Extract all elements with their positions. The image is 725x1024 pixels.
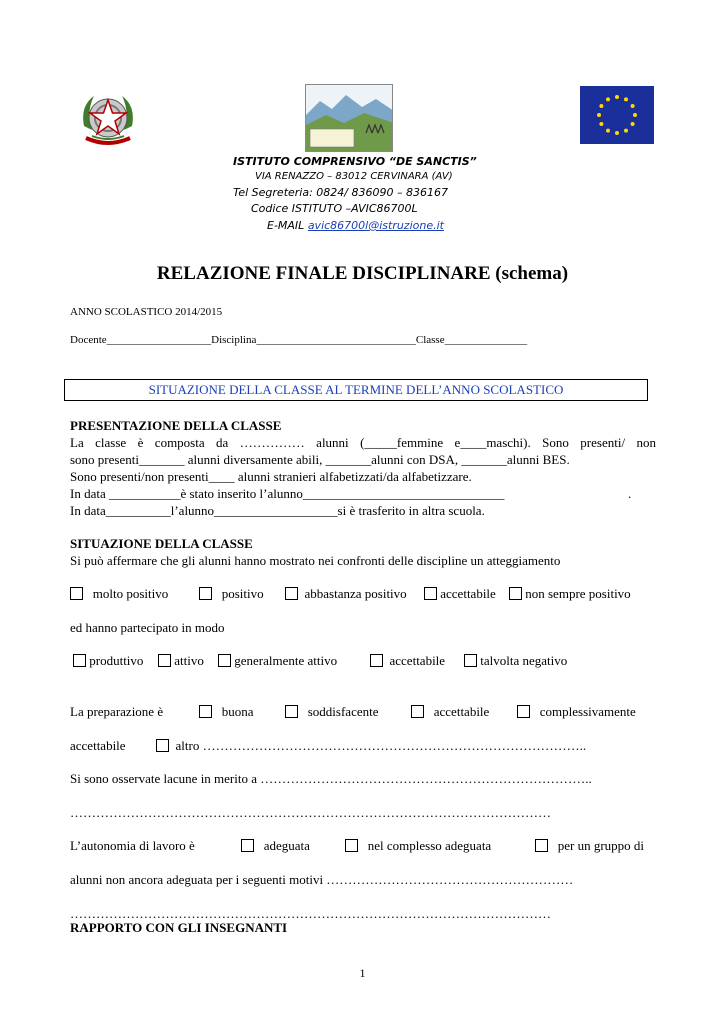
class-situation-banner: SITUAZIONE DELLA CLASSE AL TERMINE DELL’ANNO SCOLASTICO	[64, 379, 648, 401]
checkbox[interactable]	[517, 705, 530, 718]
autonomy-option-3[interactable]: per un gruppo di	[535, 838, 644, 854]
checkbox[interactable]	[199, 587, 212, 600]
participation-intro: ed hanno partecipato in modo	[70, 620, 225, 635]
attitude-option-2[interactable]: positivo	[199, 586, 264, 602]
checkbox[interactable]	[424, 587, 437, 600]
presentation-line-2: sono presenti_______ alunni diversamente abili, _______alunni con DSA, _______alunni BES.	[70, 452, 570, 467]
attitude-option-3[interactable]: abbastanza positivo	[285, 586, 407, 602]
autonomy-option-2[interactable]: nel complesso adeguata	[345, 838, 491, 854]
school-year: ANNO SCOLASTICO 2014/2015	[70, 306, 223, 318]
school-email-row	[267, 219, 444, 232]
gaps-line: Si sono osservate lacune in merito a …………………………………………………………………..	[70, 771, 592, 786]
email-label: E-MAIL	[267, 219, 305, 232]
dotted-fill-line: …………………………………………………………………………………………………	[70, 805, 551, 820]
checkbox[interactable]	[241, 839, 254, 852]
preparation-option-4[interactable]: complessivamente	[517, 704, 636, 720]
emblem-icon	[72, 86, 144, 152]
preparation-option-1[interactable]: buona	[199, 704, 254, 720]
checkbox[interactable]	[464, 654, 477, 667]
participation-option-2[interactable]: attivo	[158, 653, 204, 669]
school-name: ISTITUTO COMPRENSIVO “DE SANCTIS”	[233, 155, 477, 168]
checkbox[interactable]	[285, 705, 298, 718]
presentation-line-4: In data ___________è stato inserito l’alunno_______________________________	[70, 486, 505, 501]
document-title: RELAZIONE FINALE DISCIPLINARE (schema)	[156, 263, 569, 284]
preparation-option-3[interactable]: accettabile	[411, 704, 489, 720]
eu-flag-icon	[580, 86, 654, 144]
attitude-option-5[interactable]: non sempre positivo	[509, 586, 631, 602]
checkbox[interactable]	[218, 654, 231, 667]
attitude-option-1[interactable]: molto positivo	[70, 586, 168, 602]
participation-option-1[interactable]: produttivo	[73, 653, 143, 669]
attitude-option-4[interactable]: accettabile	[424, 586, 496, 602]
checkbox[interactable]	[370, 654, 383, 667]
participation-option-4[interactable]: accettabile	[370, 653, 445, 669]
autonomy-cont: alunni non ancora adeguata per i seguenti motivi …………………………………………………	[70, 872, 574, 887]
presentation-line-5: In data__________l’alunno___________________si è trasferito in altra scuola.	[70, 503, 485, 518]
checkbox[interactable]	[70, 587, 83, 600]
checkbox[interactable]	[158, 654, 171, 667]
autonomy-option-1[interactable]: adeguata	[241, 838, 310, 854]
checkbox[interactable]	[199, 705, 212, 718]
participation-option-5[interactable]: talvolta negativo	[464, 653, 567, 669]
email-link[interactable]: avic86700l@istruzione.it	[307, 219, 444, 232]
checkbox[interactable]	[535, 839, 548, 852]
teachers-relationship-heading: RAPPORTO CON GLI INSEGNANTI	[70, 920, 288, 935]
page-number: 1	[359, 966, 366, 980]
checkbox[interactable]	[156, 739, 169, 752]
dotted-fill-line-2: …………………………………………………………………………………………………	[70, 906, 551, 921]
preparation-option-2[interactable]: soddisfacente	[285, 704, 379, 720]
preparation-other-option[interactable]: altro ……………………………………………………………………………..	[156, 738, 586, 754]
checkbox[interactable]	[73, 654, 86, 667]
preparation-cont: accettabile	[70, 738, 126, 753]
european-union-flag	[580, 86, 654, 144]
autonomy-label: L’autonomia di lavoro è	[70, 838, 195, 853]
situation-intro: Si può affermare che gli alunni hanno mostrato nei confronti delle discipline un atteggiamento	[70, 553, 561, 568]
presentation-heading: PRESENTAZIONE DELLA CLASSE	[70, 418, 282, 433]
school-phone: Tel Segreteria: 0824/ 836090 – 836167	[233, 186, 448, 199]
preparation-label: La preparazione è	[70, 704, 164, 719]
teacher-discipline-class-fields[interactable]: Docente___________________Disciplina_____________________________Classe_______________	[70, 334, 528, 346]
school-address: VIA RENAZZO – 83012 CERVINARA (AV)	[255, 171, 453, 182]
checkbox[interactable]	[411, 705, 424, 718]
presentation-line-4-end: .	[628, 486, 632, 501]
presentation-line-3: Sono presenti/non presenti____ alunni stranieri alfabetizzati/da alfabetizzare.	[70, 469, 472, 484]
school-code: Codice ISTITUTO –AVIC86700L	[251, 202, 418, 215]
school-landscape-icon	[306, 85, 393, 152]
checkbox[interactable]	[285, 587, 298, 600]
checkbox[interactable]	[345, 839, 358, 852]
presentation-line-1: La classe è composta da …………… alunni (_____femmine e____maschi). Sono presenti/ non	[70, 435, 656, 450]
italian-republic-emblem	[72, 86, 144, 152]
situation-heading: SITUAZIONE DELLA CLASSE	[70, 536, 253, 551]
checkbox[interactable]	[509, 587, 522, 600]
participation-option-3[interactable]: generalmente attivo	[218, 653, 337, 669]
school-logo	[305, 84, 393, 152]
